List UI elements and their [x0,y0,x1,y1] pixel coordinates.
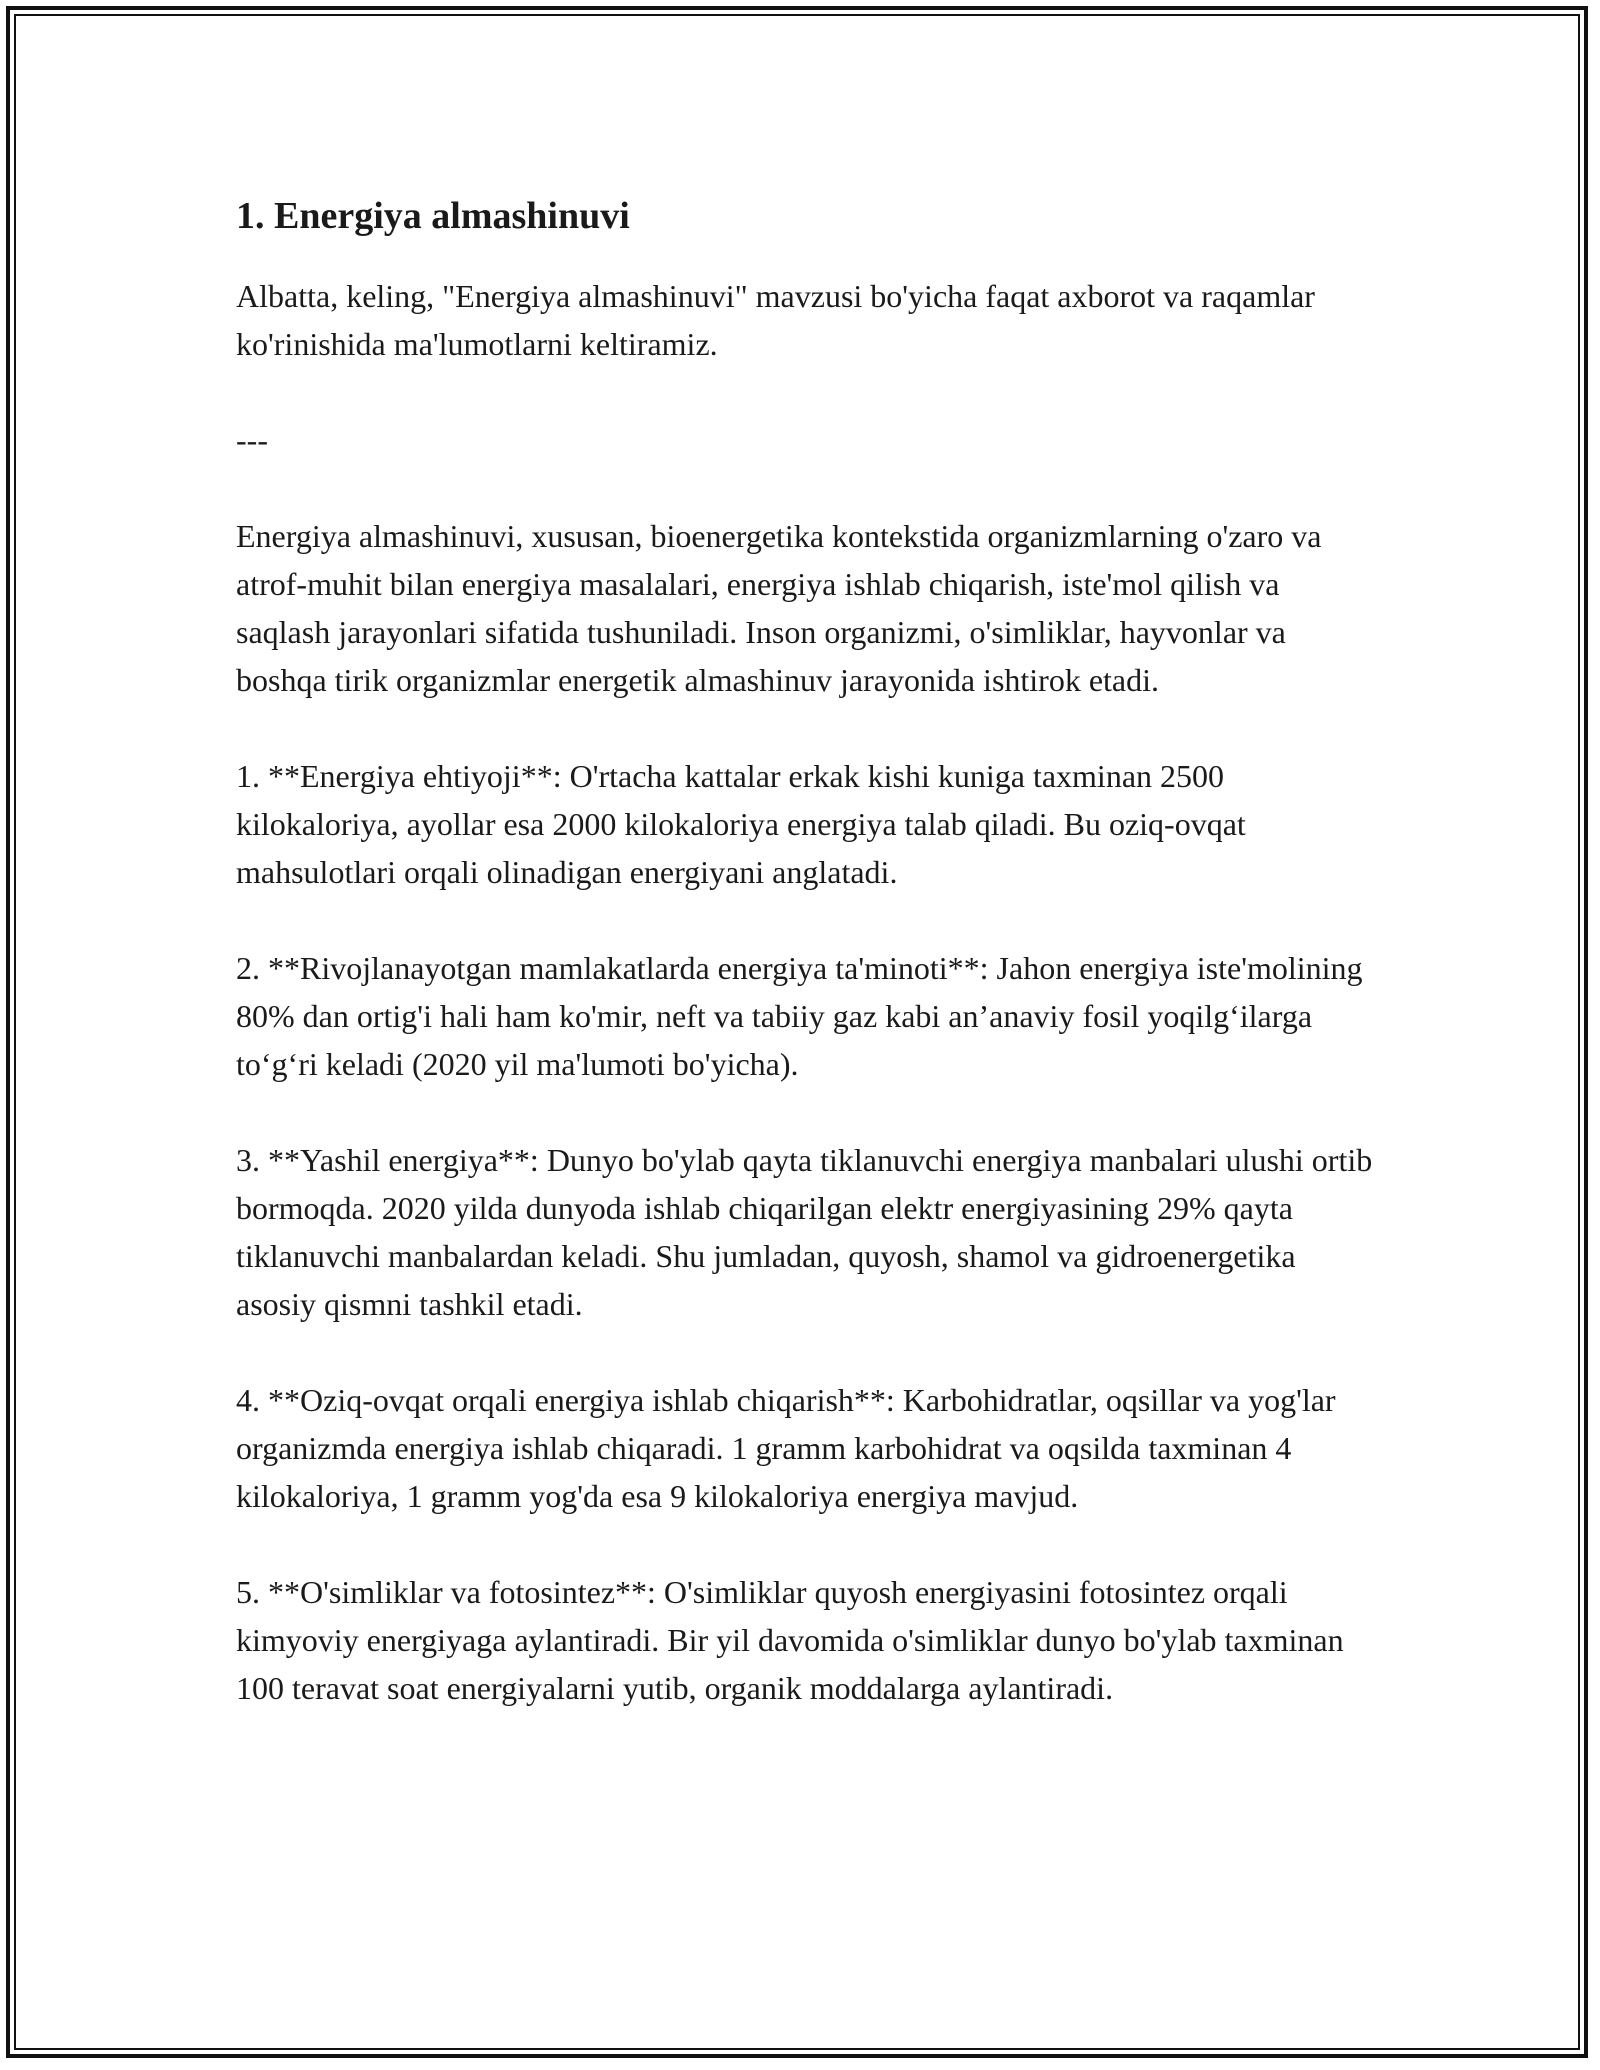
document-body [236,190,1376,1712]
list-item: 5. **O'simliklar va fotosintez**: O'simliklar quyosh energiyasini fotosintez orqali kimyoviy energiyaga aylantiradi. Bir yil davomida o'simliklar dunyo bo'ylab taxminan 100 teravat soat energiyalarni yutib, organik moddalarga aylantiradi. [236,1574,1344,1706]
list-item: 2. **Rivojlanayotgan mamlakatlarda energiya ta'minoti**: Jahon energiya iste'molining 80% dan ortig'i hali ham ko'mir, neft va tabiiy gaz kabi an’anaviy fosil yoqilg‘ilarga to‘g‘ri keladi (2020 yil ma'lumoti bo'yicha). [236,950,1363,1082]
list-item: 4. **Oziq-ovqat orqali energiya ishlab chiqarish**: Karbohidratlar, oqsillar va yog'lar organizmda energiya ishlab chiqaradi. 1 gramm karbohidrat va oqsilda taxminan 4 kilokaloriya, 1 gramm yog'da esa 9 kilokaloriya energiya mavjud. [236,1382,1336,1514]
spacer [236,1328,1376,1376]
list-item: 1. **Energiya ehtiyoji**: O'rtacha kattalar erkak kishi kuniga taxminan 2500 kilokaloriya, ayollar esa 2000 kilokaloriya energiya talab qiladi. Bu oziq-ovqat mahsulotlari orqali olinadigan energiyani anglatadi. [236,758,1246,890]
separator-line: --- [236,422,268,458]
document-title: 1. Energiya almashinuvi [236,195,630,237]
spacer [236,1520,1376,1568]
spacer [236,704,1376,752]
spacer [236,1088,1376,1136]
spacer [236,368,1376,416]
list-item: 3. **Yashil energiya**: Dunyo bo'ylab qayta tiklanuvchi energiya manbalari ulushi ortib bormoqda. 2020 yilda dunyoda ishlab chiqarilgan elektr energiyasining 29% qayta tiklanuvchi manbalardan keladi. Shu jumladan, quyosh, shamol va gidroenergetika asosiy qismni tashkil etadi. [236,1142,1373,1322]
spacer [236,464,1376,512]
overview-paragraph: Energiya almashinuvi, xususan, bioenergetika kontekstida organizmlarning o'zaro va atrof-muhit bilan energiya masalalari, energiya ishlab chiqarish, iste'mol qilish va saqlash jarayonlari sifatida tushuniladi. Inson organizmi, o'simliklar, hayvonlar va boshqa tirik organizmlar energetik almashinuv jarayonida ishtirok etadi. [236,518,1322,698]
spacer [236,896,1376,944]
intro-paragraph: Albatta, keling, "Energiya almashinuvi" mavzusi bo'yicha faqat axborot va raqamlar ko'rinishida ma'lumotlarni keltiramiz. [236,278,1315,362]
